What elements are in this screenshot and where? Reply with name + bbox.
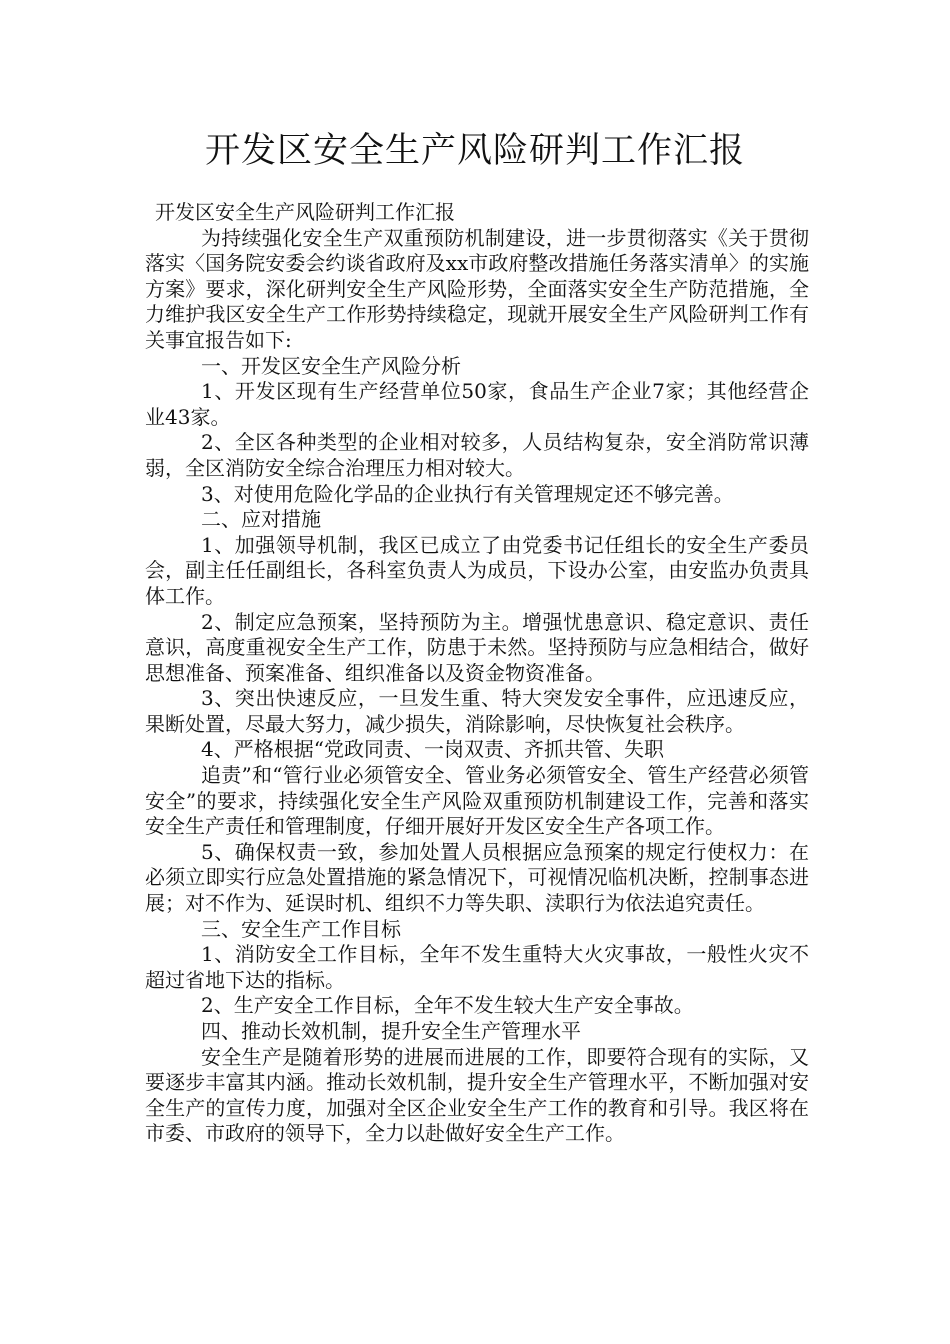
paragraph: 4、严格根据“党政同责、一岗双责、齐抓共管、失职 — [201, 737, 664, 762]
paragraph: 2、全区各种类型的企业相对较多，人员结构复杂，安全消防常识薄弱，全区消防安全综合治理压力相对较大。 — [145, 430, 809, 480]
section-heading-2: 二、应对措施 — [201, 507, 321, 532]
paragraph: 追责”和“管行业必须管安全、管业务必须管安全、管生产经营必须管安全”的要求，持续强化安全生产风险双重预防机制建设工作，完善和落实安全生产责任和管理制度，仔细开展好开发区安全生产各项工作。 — [145, 763, 809, 839]
paragraph: 1、开发区现有生产经营单位50家，食品生产企业7家；其他经营企业43家。 — [145, 379, 809, 429]
paragraph: 2、制定应急预案，坚持预防为主。增强忧患意识、稳定意识、责任意识，高度重视安全生产工作，防患于未然。坚持预防与应急相结合，做好思想准备、预案准备、组织准备以及资金物资准备。 — [145, 609, 809, 685]
paragraph: 1、消防安全工作目标，全年不发生重特大火灾事故，一般性火灾不超过省地下达的指标。 — [145, 942, 809, 992]
paragraph: 3、突出快速反应，一旦发生重、特大突发安全事件，应迅速反应，果断处置，尽最大努力，减少损失，消除影响，尽快恢复社会秩序。 — [145, 686, 809, 736]
paragraph: 2、生产安全工作目标，全年不发生较大生产安全事故。 — [201, 993, 694, 1018]
document-body — [145, 200, 809, 1147]
paragraph: 1、加强领导机制，我区已成立了由党委书记任组长的安全生产委员会，副主任任副组长，各科室负责人为成员，下设办公室，由安监办负责具体工作。 — [145, 532, 809, 608]
paragraph-intro: 为持续强化安全生产双重预防机制建设，进一步贯彻落实《关于贯彻落实〈国务院安委会约谈省政府及xx市政府整改措施任务落实清单〉的实施方案》要求，深化研判安全生产风险形势，全面落实安全生产防范措施，全力维护我区安全生产工作形势持续稳定，现就开展安全生产风险研判工作有关事宜报告如下: — [145, 225, 809, 352]
paragraph-conclusion: 安全生产是随着形势的进展而进展的工作，即要符合现有的实际，又要逐步丰富其内涵。推动长效机制，提升安全生产管理水平，不断加强对安全生产的宣传力度，加强对全区企业安全生产工作的教育和引导。我区将在市委、市政府的领导下，全力以赴做好安全生产工作。 — [145, 1044, 809, 1146]
document-subtitle: 开发区安全生产风险研判工作汇报 — [155, 200, 455, 224]
document-title: 开发区安全生产风险研判工作汇报 — [204, 131, 745, 171]
section-heading-3: 三、安全生产工作目标 — [201, 916, 401, 941]
paragraph: 5、确保权责一致，参加处置人员根据应急预案的规定行使权力：在必须立即实行应急处置措施的紧急情况下，可视情况临机决断，控制事态进展；对不作为、延误时机、组织不力等失职、渎职行为依法追究责任。 — [145, 839, 809, 916]
paragraph: 3、对使用危险化学品的企业执行有关管理规定还不够完善。 — [201, 481, 734, 506]
section-heading-1: 一、开发区安全生产风险分析 — [201, 353, 461, 378]
section-heading-4: 四、推动长效机制，提升安全生产管理水平 — [201, 1019, 581, 1043]
